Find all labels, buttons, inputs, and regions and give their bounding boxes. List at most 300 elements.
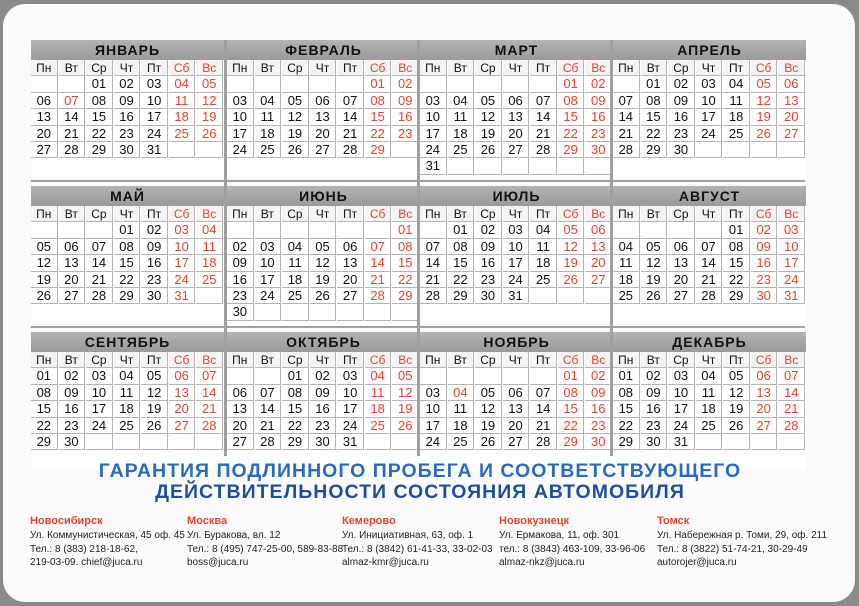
- day-cell: 29: [448, 288, 475, 304]
- day-cell: 25: [613, 288, 640, 304]
- day-cell: 13: [59, 255, 86, 271]
- day-cell: 06: [337, 239, 364, 255]
- day-cell: 17: [668, 401, 695, 417]
- month-10: [227, 332, 420, 470]
- day-cell: 29: [613, 434, 640, 450]
- day-cell: 06: [503, 93, 530, 109]
- weekday-header: Пт: [530, 60, 557, 76]
- day-cell: 02: [475, 222, 502, 238]
- day-cell: 26: [310, 288, 337, 304]
- day-cell: 27: [337, 288, 364, 304]
- day-cell: 19: [641, 272, 668, 288]
- office-address: Ул. Коммунистическая, 45 оф. 45: [30, 530, 185, 541]
- day-cell: 22: [448, 272, 475, 288]
- weekday-header: Вс: [196, 60, 223, 76]
- weekday-header: Чт: [114, 206, 141, 222]
- empty-cell: [255, 222, 282, 238]
- day-cell: 25: [114, 418, 141, 434]
- day-cell: 09: [668, 93, 695, 109]
- day-cell: 13: [751, 385, 778, 401]
- month-name: ОКТЯБРЬ: [227, 332, 420, 352]
- day-cell: 05: [31, 239, 58, 255]
- day-cell: 22: [392, 272, 419, 288]
- empty-cell: [503, 158, 530, 174]
- day-cell: 28: [365, 288, 392, 304]
- day-cell: 08: [558, 385, 585, 401]
- day-cell: 06: [59, 239, 86, 255]
- weekday-header: Вт: [59, 60, 86, 76]
- day-cell: 31: [141, 142, 168, 158]
- weekday-header: Пт: [141, 206, 168, 222]
- empty-cell: [365, 304, 392, 320]
- day-cell: 25: [723, 126, 750, 142]
- day-cell: 25: [196, 272, 223, 288]
- weekday-header: Ср: [282, 206, 309, 222]
- day-cell: 14: [86, 255, 113, 271]
- day-cell: 28: [613, 142, 640, 158]
- month-name: ФЕВРАЛЬ: [227, 40, 420, 60]
- empty-cell: [420, 76, 447, 92]
- day-cell: 10: [420, 401, 447, 417]
- empty-cell: [196, 288, 223, 304]
- day-cell: 18: [448, 418, 475, 434]
- weekday-header: Пн: [227, 352, 254, 368]
- day-cell: 22: [282, 418, 309, 434]
- day-cell: 18: [196, 255, 223, 271]
- weekday-header: Вт: [59, 352, 86, 368]
- day-cell: 08: [641, 93, 668, 109]
- weekday-header: Чт: [310, 206, 337, 222]
- day-cell: 04: [255, 93, 282, 109]
- weekday-header: Пт: [723, 352, 750, 368]
- day-cell: 03: [227, 93, 254, 109]
- day-cell: 13: [778, 93, 805, 109]
- empty-cell: [778, 434, 805, 450]
- day-cell: 13: [337, 255, 364, 271]
- month-2: [227, 40, 420, 178]
- day-cell: 09: [641, 385, 668, 401]
- day-cell: 05: [751, 76, 778, 92]
- day-cell: 16: [59, 401, 86, 417]
- day-cell: 15: [86, 109, 113, 125]
- day-cell: 08: [613, 385, 640, 401]
- weekday-header: Пт: [723, 60, 750, 76]
- weekday-header: Пн: [227, 206, 254, 222]
- day-cell: 11: [255, 109, 282, 125]
- day-cell: 26: [196, 126, 223, 142]
- day-cell: 28: [778, 418, 805, 434]
- month-name: ЯНВАРЬ: [31, 40, 224, 60]
- office-contact: boss@juca.ru: [187, 557, 249, 568]
- month-name: АПРЕЛЬ: [613, 40, 806, 60]
- day-cell: 26: [475, 434, 502, 450]
- day-cell: 13: [503, 401, 530, 417]
- month-12: [613, 332, 806, 470]
- day-cell: 14: [255, 401, 282, 417]
- weekday-header: Чт: [503, 352, 530, 368]
- weekday-header: Вс: [778, 60, 805, 76]
- empty-cell: [255, 304, 282, 320]
- day-cell: 08: [86, 93, 113, 109]
- day-cell: 19: [475, 418, 502, 434]
- day-cell: 02: [668, 76, 695, 92]
- day-cell: 30: [641, 434, 668, 450]
- day-cell: 20: [310, 126, 337, 142]
- day-cell: 06: [668, 239, 695, 255]
- day-cell: 14: [613, 109, 640, 125]
- empty-cell: [585, 158, 612, 174]
- day-cell: 26: [751, 126, 778, 142]
- empty-cell: [696, 222, 723, 238]
- empty-cell: [196, 434, 223, 450]
- empty-cell: [365, 434, 392, 450]
- day-cell: 18: [282, 272, 309, 288]
- day-cell: 20: [503, 126, 530, 142]
- day-cell: 08: [392, 239, 419, 255]
- day-cell: 22: [31, 418, 58, 434]
- day-cell: 11: [448, 401, 475, 417]
- day-cell: 07: [365, 239, 392, 255]
- day-cell: 15: [613, 401, 640, 417]
- day-cell: 10: [227, 109, 254, 125]
- empty-cell: [723, 434, 750, 450]
- day-cell: 12: [282, 109, 309, 125]
- day-cell: 29: [641, 142, 668, 158]
- day-cell: 10: [668, 385, 695, 401]
- day-cell: 21: [59, 126, 86, 142]
- office-phone: Тел.: 8 (495) 747-25-00, 589-83-88: [187, 543, 344, 555]
- day-cell: 16: [751, 255, 778, 271]
- day-cell: 17: [86, 401, 113, 417]
- day-cell: 27: [227, 434, 254, 450]
- day-cell: 27: [503, 434, 530, 450]
- office-novokuznetsk: [499, 514, 659, 570]
- day-cell: 20: [585, 255, 612, 271]
- day-cell: 02: [585, 368, 612, 384]
- day-cell: 08: [31, 385, 58, 401]
- day-cell: 24: [255, 288, 282, 304]
- day-cell: 29: [86, 142, 113, 158]
- weekday-header: Сб: [169, 352, 196, 368]
- office-city: Москва: [187, 515, 228, 527]
- day-cell: 07: [778, 368, 805, 384]
- day-cell: 01: [392, 222, 419, 238]
- empty-cell: [503, 368, 530, 384]
- empty-cell: [365, 222, 392, 238]
- slogan-line-1: ГАРАНТИЯ ПОДЛИННОГО ПРОБЕГА И СООТВЕТСТВУЮЩЕГО: [98, 460, 742, 482]
- day-cell: 30: [585, 142, 612, 158]
- day-cell: 31: [668, 434, 695, 450]
- day-cell: 03: [337, 368, 364, 384]
- day-cell: 20: [503, 418, 530, 434]
- day-cell: 07: [86, 239, 113, 255]
- day-cell: 11: [613, 255, 640, 271]
- empty-cell: [59, 222, 86, 238]
- weekday-header: Вс: [392, 60, 419, 76]
- day-cell: 02: [114, 76, 141, 92]
- empty-cell: [227, 368, 254, 384]
- weekday-header: Вс: [585, 206, 612, 222]
- day-cell: 16: [585, 401, 612, 417]
- day-cell: 10: [141, 93, 168, 109]
- empty-cell: [310, 222, 337, 238]
- day-cell: 12: [558, 239, 585, 255]
- empty-cell: [282, 222, 309, 238]
- empty-cell: [530, 158, 557, 174]
- weekday-header: Пн: [420, 60, 447, 76]
- day-cell: 09: [751, 239, 778, 255]
- grid-divider: [224, 40, 227, 456]
- office-contact: autorojer@juca.ru: [657, 557, 737, 568]
- day-cell: 21: [196, 401, 223, 417]
- empty-cell: [169, 434, 196, 450]
- day-cell: 10: [503, 239, 530, 255]
- month-8: [613, 186, 806, 324]
- day-cell: 16: [585, 109, 612, 125]
- month-name: АВГУСТ: [613, 186, 806, 206]
- weekday-header: Пт: [337, 60, 364, 76]
- day-cell: 23: [114, 126, 141, 142]
- empty-cell: [530, 288, 557, 304]
- day-cell: 19: [392, 401, 419, 417]
- day-cell: 29: [31, 434, 58, 450]
- day-cell: 08: [114, 239, 141, 255]
- day-cell: 20: [169, 401, 196, 417]
- empty-cell: [310, 304, 337, 320]
- day-cell: 23: [585, 418, 612, 434]
- empty-cell: [723, 142, 750, 158]
- empty-cell: [227, 76, 254, 92]
- office-address: Ул. Инициативная, 63, оф. 1: [342, 530, 474, 541]
- day-cell: 10: [337, 385, 364, 401]
- day-cell: 30: [310, 434, 337, 450]
- day-cell: 01: [613, 368, 640, 384]
- month-name: ИЮЛЬ: [420, 186, 613, 206]
- day-cell: 23: [585, 126, 612, 142]
- month-11: [420, 332, 613, 470]
- office-city: Новокузнецк: [499, 515, 569, 527]
- day-cell: 12: [475, 109, 502, 125]
- day-cell: 23: [227, 288, 254, 304]
- month-name: МАРТ: [420, 40, 613, 60]
- month-5: [31, 186, 224, 324]
- empty-cell: [696, 434, 723, 450]
- day-cell: 13: [31, 109, 58, 125]
- day-cell: 28: [530, 142, 557, 158]
- day-cell: 09: [392, 93, 419, 109]
- day-cell: 18: [530, 255, 557, 271]
- day-cell: 01: [558, 368, 585, 384]
- day-cell: 12: [196, 93, 223, 109]
- day-cell: 17: [420, 418, 447, 434]
- day-cell: 27: [310, 142, 337, 158]
- day-cell: 24: [696, 126, 723, 142]
- weekday-header: Пн: [31, 60, 58, 76]
- day-cell: 24: [420, 142, 447, 158]
- weekday-header: Сб: [558, 352, 585, 368]
- day-cell: 08: [448, 239, 475, 255]
- office-address: Ул. Набережная р. Томи, 29, оф. 211: [657, 530, 828, 541]
- weekday-header: Сб: [558, 206, 585, 222]
- empty-cell: [530, 76, 557, 92]
- weekday-header: Вс: [196, 352, 223, 368]
- year-calendar: [31, 40, 805, 456]
- day-cell: 31: [337, 434, 364, 450]
- day-cell: 22: [558, 126, 585, 142]
- day-cell: 09: [585, 385, 612, 401]
- day-cell: 26: [475, 142, 502, 158]
- day-cell: 13: [310, 109, 337, 125]
- day-cell: 14: [59, 109, 86, 125]
- day-cell: 01: [641, 76, 668, 92]
- day-cell: 22: [641, 126, 668, 142]
- day-cell: 22: [365, 126, 392, 142]
- empty-cell: [641, 222, 668, 238]
- day-cell: 14: [530, 401, 557, 417]
- day-cell: 10: [778, 239, 805, 255]
- empty-cell: [448, 76, 475, 92]
- weekday-header: Вс: [778, 352, 805, 368]
- weekday-header: Пн: [613, 352, 640, 368]
- weekday-header: Ср: [86, 60, 113, 76]
- day-cell: 09: [141, 239, 168, 255]
- day-cell: 03: [420, 385, 447, 401]
- month-name: НОЯБРЬ: [420, 332, 613, 352]
- day-cell: 26: [141, 418, 168, 434]
- day-cell: 11: [365, 385, 392, 401]
- day-cell: 02: [59, 368, 86, 384]
- day-cell: 20: [751, 401, 778, 417]
- day-cell: 01: [365, 76, 392, 92]
- empty-cell: [86, 222, 113, 238]
- day-cell: 15: [723, 255, 750, 271]
- day-cell: 06: [31, 93, 58, 109]
- day-cell: 22: [723, 272, 750, 288]
- empty-cell: [86, 434, 113, 450]
- office-address: Ул. Буракова, вл. 12: [187, 530, 281, 541]
- day-cell: 13: [503, 109, 530, 125]
- day-cell: 28: [337, 142, 364, 158]
- empty-cell: [558, 288, 585, 304]
- day-cell: 24: [141, 126, 168, 142]
- day-cell: 07: [530, 93, 557, 109]
- day-cell: 13: [169, 385, 196, 401]
- day-cell: 01: [723, 222, 750, 238]
- empty-cell: [282, 76, 309, 92]
- day-cell: 25: [530, 272, 557, 288]
- day-cell: 26: [723, 418, 750, 434]
- day-cell: 09: [475, 239, 502, 255]
- day-cell: 28: [59, 142, 86, 158]
- day-cell: 23: [59, 418, 86, 434]
- day-cell: 17: [778, 255, 805, 271]
- day-cell: 08: [723, 239, 750, 255]
- day-cell: 16: [227, 272, 254, 288]
- day-cell: 06: [778, 76, 805, 92]
- month-name: ДЕКАБРЬ: [613, 332, 806, 352]
- weekday-header: Сб: [558, 60, 585, 76]
- day-cell: 04: [448, 385, 475, 401]
- empty-cell: [420, 368, 447, 384]
- day-cell: 15: [558, 109, 585, 125]
- day-cell: 28: [196, 418, 223, 434]
- empty-cell: [475, 368, 502, 384]
- weekday-header: Вт: [448, 352, 475, 368]
- day-cell: 23: [668, 126, 695, 142]
- day-cell: 13: [668, 255, 695, 271]
- day-cell: 09: [114, 93, 141, 109]
- day-cell: 17: [255, 272, 282, 288]
- office-phone: Тел.: 8 (383) 218-18-62,: [30, 543, 138, 555]
- weekday-header: Пн: [613, 60, 640, 76]
- day-cell: 17: [227, 126, 254, 142]
- day-cell: 07: [196, 368, 223, 384]
- day-cell: 20: [31, 126, 58, 142]
- day-cell: 10: [255, 255, 282, 271]
- day-cell: 31: [169, 288, 196, 304]
- weekday-header: Сб: [169, 60, 196, 76]
- day-cell: 15: [114, 255, 141, 271]
- day-cell: 12: [475, 401, 502, 417]
- day-cell: 16: [310, 401, 337, 417]
- weekday-header: Вс: [392, 206, 419, 222]
- day-cell: 03: [169, 222, 196, 238]
- day-cell: 01: [448, 222, 475, 238]
- day-cell: 24: [227, 142, 254, 158]
- weekday-header: Ср: [475, 60, 502, 76]
- day-cell: 22: [613, 418, 640, 434]
- day-cell: 14: [420, 255, 447, 271]
- weekday-header: Ср: [668, 206, 695, 222]
- weekday-header: Ср: [86, 352, 113, 368]
- day-cell: 27: [751, 418, 778, 434]
- weekday-header: Пт: [337, 206, 364, 222]
- empty-cell: [114, 434, 141, 450]
- weekday-header: Ср: [475, 206, 502, 222]
- weekday-header: Сб: [751, 352, 778, 368]
- day-cell: 07: [420, 239, 447, 255]
- day-cell: 21: [530, 126, 557, 142]
- empty-cell: [448, 368, 475, 384]
- empty-cell: [420, 222, 447, 238]
- day-cell: 04: [196, 222, 223, 238]
- day-cell: 11: [530, 239, 557, 255]
- day-cell: 16: [392, 109, 419, 125]
- day-cell: 02: [641, 368, 668, 384]
- day-cell: 13: [227, 401, 254, 417]
- empty-cell: [282, 304, 309, 320]
- day-cell: 13: [585, 239, 612, 255]
- day-cell: 06: [227, 385, 254, 401]
- day-cell: 15: [558, 401, 585, 417]
- empty-cell: [196, 142, 223, 158]
- day-cell: 05: [141, 368, 168, 384]
- day-cell: 29: [558, 142, 585, 158]
- empty-cell: [751, 434, 778, 450]
- day-cell: 14: [337, 109, 364, 125]
- day-cell: 17: [337, 401, 364, 417]
- day-cell: 28: [86, 288, 113, 304]
- day-cell: 21: [255, 418, 282, 434]
- weekday-header: Вт: [448, 60, 475, 76]
- day-cell: 14: [196, 385, 223, 401]
- empty-cell: [337, 222, 364, 238]
- day-cell: 27: [668, 288, 695, 304]
- day-cell: 01: [558, 76, 585, 92]
- day-cell: 08: [558, 93, 585, 109]
- weekday-header: Вт: [641, 206, 668, 222]
- empty-cell: [141, 434, 168, 450]
